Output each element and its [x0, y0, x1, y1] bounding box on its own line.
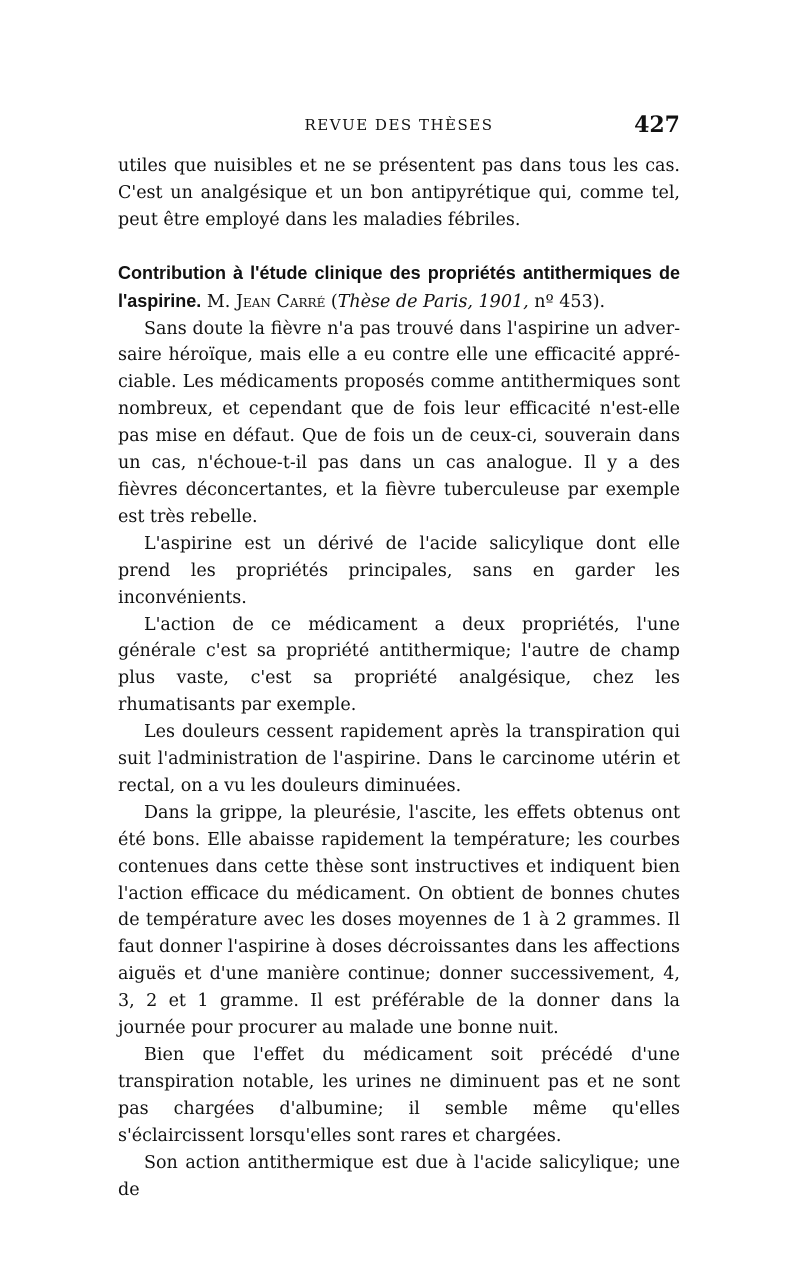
page-number: 427	[634, 112, 680, 138]
thesis-source: Thèse de Paris, 1901,	[337, 291, 529, 312]
paragraph: Sans doute la fièvre n'a pas trouvé dans l'aspirine un adversaire héroïque, mais elle a eu contre elle une efficacité appréciable. Les médicaments proposés comme antithermiques sont nombreux, et cependant que de fois leur efficacité n'est-elle pas mise en défaut. Que de fois un de ceux-ci, souverain dans un cas, n'échoue-t-il pas dans un cas analogue. Il y a des fièvres déconcertantes, et la fièvre tuberculeuse par exemple est très rebelle.	[118, 318, 680, 527]
paragraph: L'action de ce médicament a deux propriétés, l'une générale c'est sa propriété antithermique; l'autre de champ plus vaste, c'est sa propriété analgésique, chez les rhumatisants par exemple.	[118, 614, 680, 716]
running-title: REVUE DES THÈSES	[304, 116, 494, 134]
author-prefix: M.	[206, 291, 231, 312]
paragraph: L'aspirine est un dérivé de l'acide salicylique dont elle prend les propriétés principales, sans en garder les inconvénients.	[118, 533, 680, 608]
paragraph: Les douleurs cessent rapidement après la transpiration qui suit l'administration de l'aspirine. Dans le carcinome utérin et rectal, on a vu les douleurs diminuées.	[118, 722, 680, 796]
paragraph: Dans la grippe, la pleurésie, l'ascite, les effets obtenus ont été bons. Elle abaisse rapidement la température; les courbes contenues dans cette thèse sont instructives et indiquent bien l'action efficace du médicament. On obtient de bonnes chutes de température avec les doses moyennes de 1 à 2 grammes. Il faut donner l'aspirine à doses décroissantes dans les affections aiguës et d'une manière continue; donner successivement, 4, 3, 2 et 1 gramme. Il est préférable de la donner dans la journée pour procurer au malade une bonne nuit.	[118, 802, 680, 1039]
continuation-paragraph: utiles que nuisibles et ne se présentent pas dans tous les cas. C'est un analgésique et un bon antipyrétique qui, comme tel, peut être employé dans les maladies fébriles.	[118, 156, 680, 230]
article-heading: Contribution à l'étude clinique des propriétés antithermiques de l'aspirine. M. Jean Carré (Thèse de Paris, 1901, nº 453).	[118, 262, 680, 312]
author-name: Jean Carré	[235, 291, 326, 312]
paragraph: Bien que l'effet du médicament soit précédé d'une transpiration notable, les urines ne diminuent pas et ne sont pas chargées d'albumine; il semble même qu'elles s'éclaircissent lorsqu'elles sont rares et chargées.	[118, 1045, 680, 1146]
running-head	[118, 112, 680, 142]
section-gap	[118, 234, 680, 260]
body-text	[118, 153, 680, 1203]
thesis-number: nº 453	[534, 291, 593, 312]
paragraph: Son action antithermique est due à l'acide salicylique; une de	[118, 1152, 680, 1200]
article-title: Contribution à l'étude clinique des propriétés antithermiques de l'aspirine.	[118, 262, 680, 311]
